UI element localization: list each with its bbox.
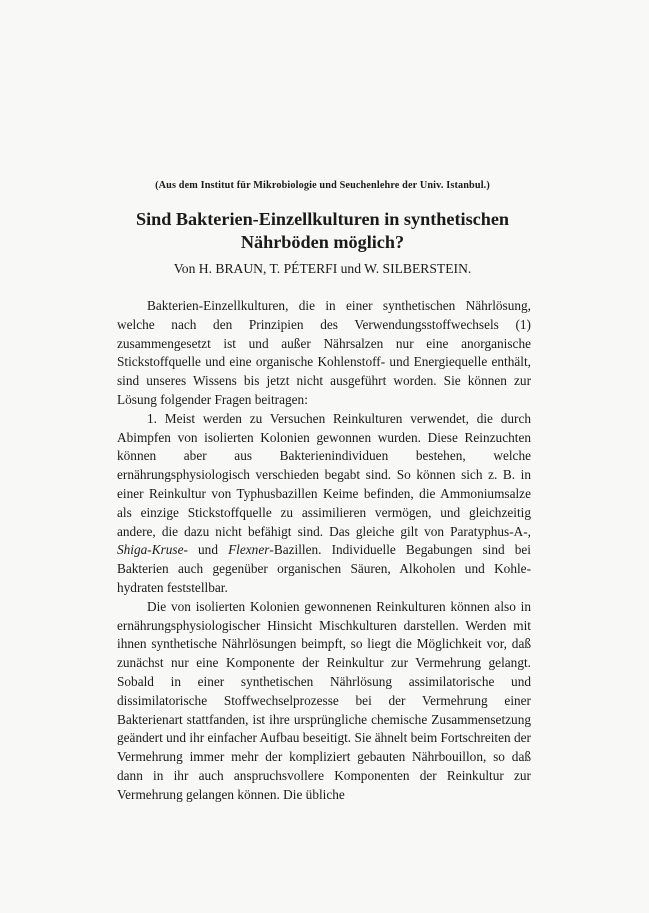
article-title <box>116 208 529 254</box>
affiliation: (Aus dem Institut für Mikrobiologie und Seuchenlehre der Univ. Istanbul.) <box>155 180 490 191</box>
article-body <box>117 297 531 805</box>
paragraph-2-text-b: und <box>187 542 229 558</box>
paragraph-2 <box>117 410 531 598</box>
paragraph-3: Die von isolierten Kolonien gewonnenen Reinkulturen können also in ernährungsphysiologischer Hinsicht Mischkulturen darstellen. Werden mit ihnen synthetische Nährlösungen beimpft, so liegt die Möglichkeit vor, daß zunächst nur eine Komponente der Reinkultur zur Vermehrung gelangt. Sobald in einer synthetischen Nährlösung assimilatorische und dissimilatorische Stoffwechselprozesse bei der Vermehrung einer Bakterienart stattfanden, ist ihre ursprüngliche chemische Zusammensetzung geändert und ihr einfacher Aufbau beseitigt. Sie ähnelt beim Fortschreiten der Vermehrung immer mehr der kompliziert gebauten Nährbouillon, so daß dann in ihr auch anspruchsvollere Komponenten der Reinkultur zur Vermehrung gelangen können. Die übliche <box>117 598 531 802</box>
paragraph-1: Bakterien-Einzellkulturen, die in einer synthetischen Nährlösung, welche nach den Prinzipien des Verwendungsstoffwechsels (1) zusammengesetzt ist und außer Nährsalzen nur eine anorganische Stickstoffquelle und eine organische Kohlenstoff- und Energiequelle enthält, sind unseres Wissens bis jetzt nicht ausgeführt worden. Sie können zur Lösung folgender Fragen beitragen: <box>117 298 531 407</box>
title-line-1: Sind Bakterien-Einzellkulturen in synthetischen <box>135 209 510 229</box>
paragraph-2-text-c: -Bazillen. Individuelle Begabungen sind bei Bakterien auch gegenüber organischen Säuren, Alkoholen und Kohlehydraten feststellbar. <box>117 542 531 595</box>
paragraph-2-species-2: Flexner <box>228 542 270 558</box>
authors: Von H. BRAUN, T. PÉTERFI und W. SILBERSTEIN. <box>173 261 472 276</box>
title-line-2: Nährböden möglich? <box>240 232 405 252</box>
paragraph-2-species-1: Shiga-Kruse- <box>117 542 188 558</box>
paragraph-2-text-a: 1. Meist werden zu Versuchen Reinkulturen verwendet, die durch Abimpfen von isolierten Kolonien gewonnen wurden. Diese Reinzuchten können aber aus Bakterienindividuen bestehen, welche ernährungsphysiologisch verschieden begabt sind. So können sich z. B. in einer Reinkultur von Typhusbazillen Keime befinden, die Ammoniumsalze als einzige Stickstoffquelle zu assimilieren vermögen, und gleichzeitig andere, die dazu nicht befähigt sind. Das gleiche gilt von Paratyphus-A-, <box>117 410 531 539</box>
